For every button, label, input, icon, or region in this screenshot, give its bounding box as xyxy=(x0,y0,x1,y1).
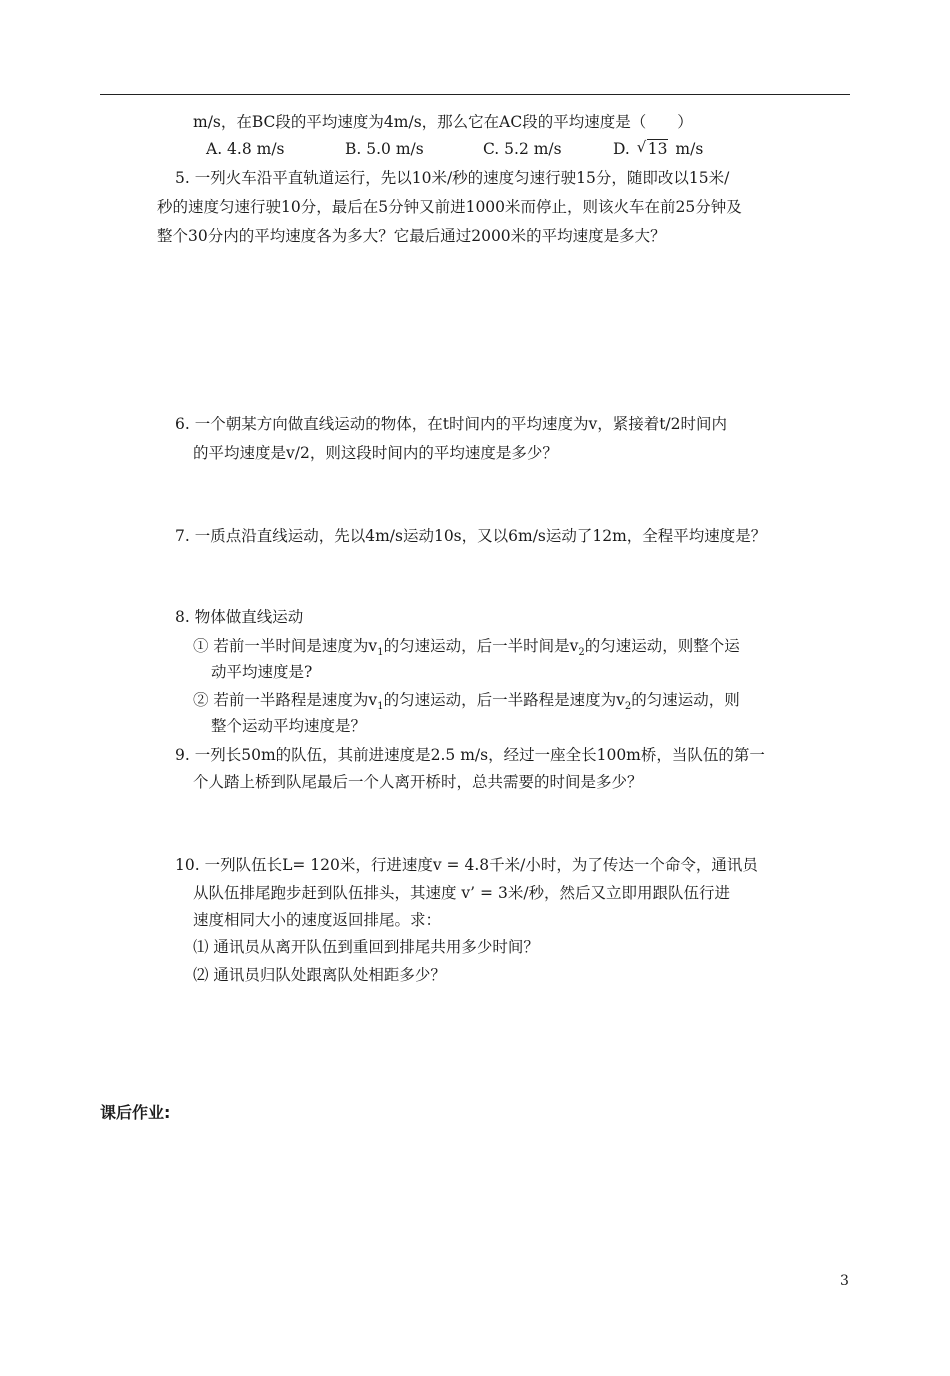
sqrt-value: 13 xyxy=(647,140,668,158)
page-number: 3 xyxy=(840,1273,849,1289)
q8-sub2-line-1: ② 若前一半路程是速度为$v_1$的匀速运动，后一半路程是速度为$v_2$的匀速运动，则 xyxy=(193,691,740,713)
q4-continuation: m/s，在BC段的平均速度为4m/s，那么它在AC段的平均速度是（ ） xyxy=(193,113,693,131)
q10-line-1: 10. 一列队伍长L= 120米，行进速度v = 4.8千米/小时，为了传达一个命令，通讯员 xyxy=(175,856,758,874)
q8-sub1-line-1: ① 若前一半时间是速度为$v_1$的匀速运动，后一半时间是$v_2$的匀速运动，则整个运 xyxy=(193,637,740,659)
sqrt-symbol: √ 13 xyxy=(636,138,668,158)
q7-line-1: 7. 一质点沿直线运动，先以4m/s运动10s，又以6m/s运动了12m，全程平均速度是？ xyxy=(175,527,767,545)
q8-title: 8. 物体做直线运动 xyxy=(175,608,304,626)
q10-part-2: ⑵ 通讯员归队处跟离队处相距多少？ xyxy=(193,966,446,984)
q10-line-3: 速度相同大小的速度返回排尾。求： xyxy=(193,911,442,929)
q9-line-1: 9. 一列长50m的队伍，其前进速度是2.5 m/s，经过一座全长100m桥，当队伍的第一 xyxy=(175,746,765,764)
q6-line-2: 的平均速度是v/2，则这段时间内的平均速度是多少？ xyxy=(193,444,558,462)
q10-part-1: ⑴ 通讯员从离开队伍到重回到排尾共用多少时间？ xyxy=(193,938,539,956)
q4-option-a: A. 4.8 m/s xyxy=(206,140,285,158)
q5-line-1: 5. 一列火车沿平直轨道运行，先以10米/秒的速度匀速行驶15分，随即改以15米/ xyxy=(175,169,730,187)
q4-option-b: B. 5.0 m/s xyxy=(345,140,424,158)
q9-line-2: 个人踏上桥到队尾最后一个人离开桥时，总共需要的时间是多少？ xyxy=(193,773,643,791)
q4-option-d-prefix: D. xyxy=(613,140,630,158)
homework-heading: 课后作业: xyxy=(100,1103,171,1122)
q6-line-1: 6. 一个朝某方向做直线运动的物体，在t时间内的平均速度为v，紧接着t/2时间内 xyxy=(175,415,728,433)
q5-line-3: 整个30分内的平均速度各为多大？它最后通过2000米的平均速度是多大？ xyxy=(157,227,666,245)
q4-option-d-unit: m/s xyxy=(675,140,704,158)
q8-sub2-line-2: 整个运动平均速度是？ xyxy=(211,717,367,735)
q4-option-c: C. 5.2 m/s xyxy=(483,140,562,158)
q5-line-2: 秒的速度匀速行驶10分，最后在5分钟又前进1000米而停止，则该火车在前25分钟及 xyxy=(157,198,742,216)
q10-line-2: 从队伍排尾跑步赶到队伍排头，其速度 v’ = 3米/秒，然后又立即用跟队伍行进 xyxy=(193,884,731,902)
q4-option-d xyxy=(613,139,703,159)
q8-sub1-line-2: 动平均速度是? xyxy=(211,663,313,681)
header-rule xyxy=(100,94,850,95)
